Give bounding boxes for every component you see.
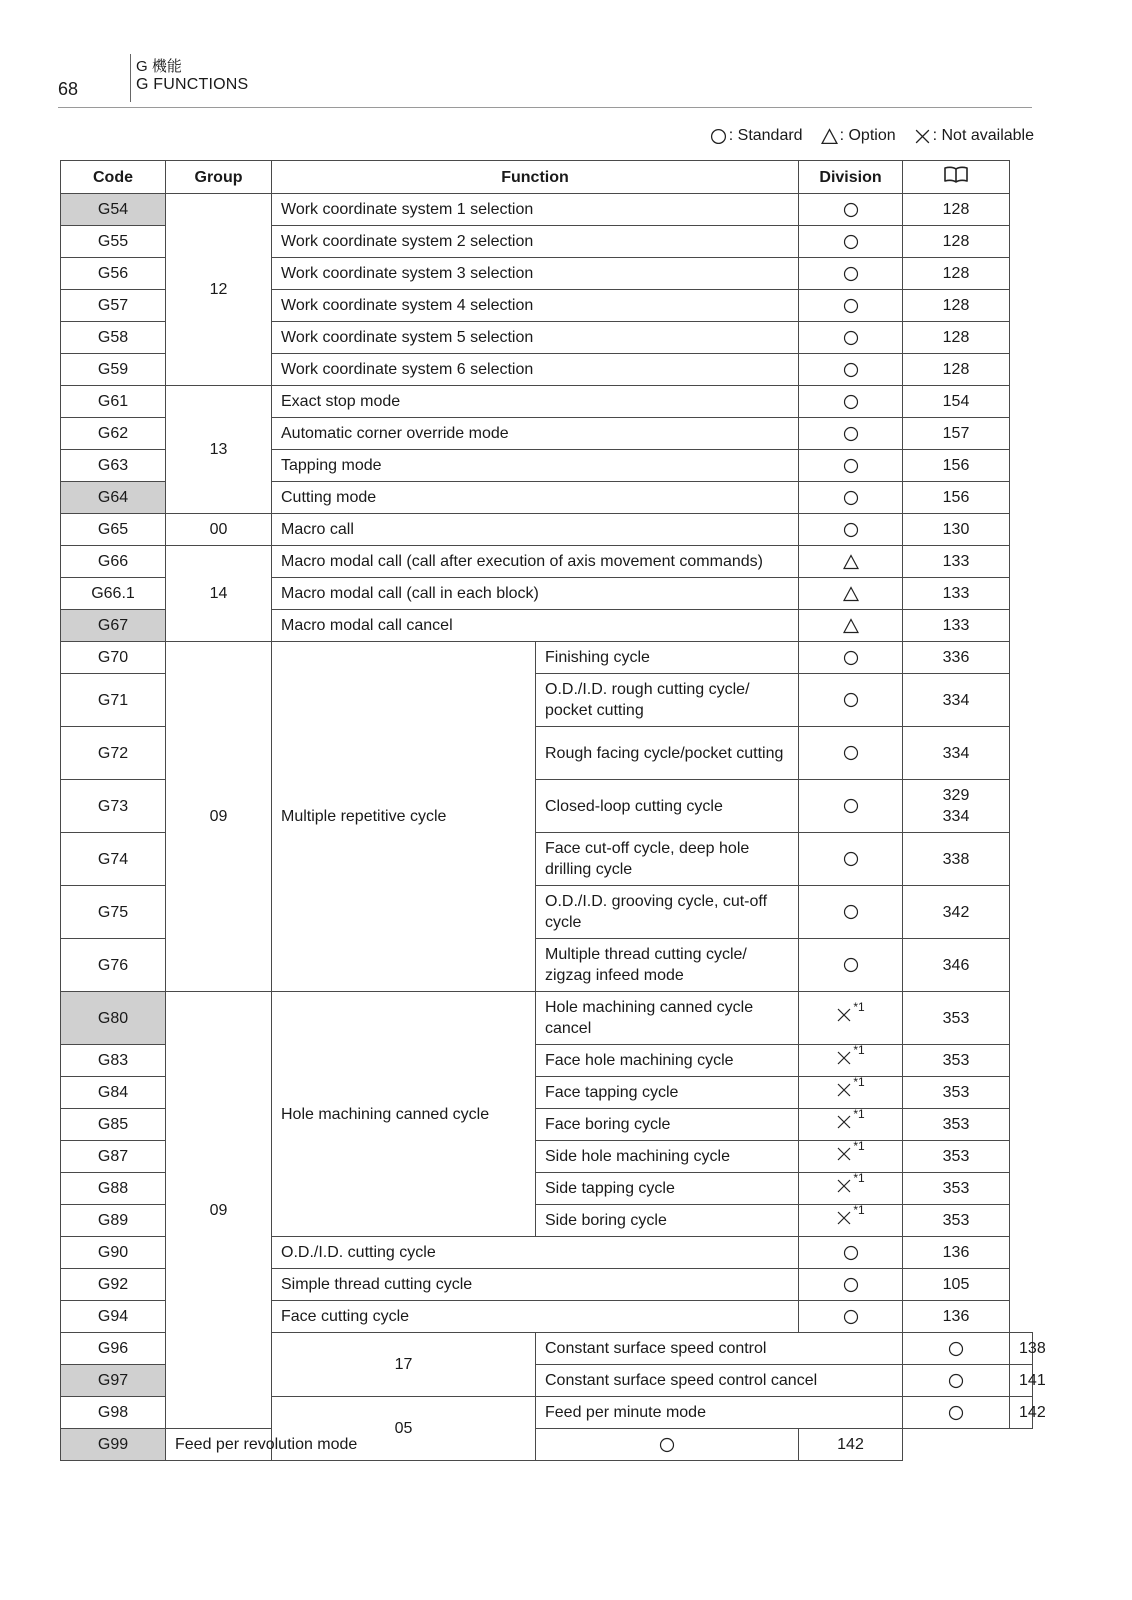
- footnote-mark: *1: [853, 1074, 865, 1089]
- circle-icon: [843, 650, 859, 666]
- division-cell: [799, 482, 903, 514]
- page-number: 68: [58, 79, 79, 99]
- page-cell: [903, 939, 1010, 992]
- division-cell: [799, 642, 903, 674]
- division-cell: [799, 939, 903, 992]
- legend-standard-label: : Standard: [728, 127, 803, 144]
- page-cell: [903, 833, 1010, 886]
- page-cell: [903, 1109, 1010, 1141]
- function-cell: Macro modal call cancel: [272, 610, 799, 642]
- code-cell: G90: [61, 1237, 166, 1269]
- circle-icon: [843, 1277, 859, 1293]
- circle-icon: [843, 522, 859, 538]
- book-icon: [943, 165, 969, 183]
- function-cell: Macro modal call (call after execution of axis movement commands): [272, 546, 799, 578]
- page-cell: [903, 780, 1010, 833]
- page-ref: 142: [837, 1436, 864, 1453]
- circle-icon: [843, 202, 859, 218]
- page-ref: 128: [942, 329, 970, 346]
- division-cell: [799, 1269, 903, 1301]
- group-cell: 12: [166, 194, 272, 386]
- footnote-mark: *1: [853, 1106, 865, 1121]
- code-cell: G85: [61, 1109, 166, 1141]
- cross-icon: [836, 1050, 852, 1066]
- page-cell: [903, 514, 1010, 546]
- function-cell: Macro modal call (call in each block): [272, 578, 799, 610]
- table-row: [61, 642, 1033, 674]
- function-cell: Cutting mode: [272, 482, 799, 514]
- division-cell: [799, 1301, 903, 1333]
- circle-icon: [843, 266, 859, 282]
- header-divider: [130, 54, 131, 102]
- division-cell: [799, 258, 903, 290]
- circle-icon: [843, 692, 859, 708]
- function-cell: Feed per minute mode: [536, 1397, 903, 1429]
- code-cell: G72: [61, 727, 166, 780]
- circle-icon: [948, 1373, 964, 1389]
- page-ref: 133: [942, 585, 970, 602]
- footnote-mark: *1: [853, 1170, 865, 1185]
- sub-function-cell: Side tapping cycle: [536, 1173, 799, 1205]
- page-cell: [903, 450, 1010, 482]
- table-row: [61, 992, 1033, 1045]
- function-cell: Work coordinate system 5 selection: [272, 322, 799, 354]
- page-ref: 141: [1019, 1372, 1046, 1389]
- code-cell: G75: [61, 886, 166, 939]
- header-function: Function: [272, 161, 799, 194]
- division-cell: [799, 226, 903, 258]
- circle-icon: [843, 904, 859, 920]
- circle-icon: [843, 234, 859, 250]
- division-cell: [799, 1138, 903, 1173]
- circle-icon: [710, 128, 727, 145]
- division-cell: [799, 1170, 903, 1205]
- page-cell: [903, 992, 1010, 1045]
- page-ref: 128: [942, 265, 970, 282]
- page-ref: 154: [942, 393, 970, 410]
- code-cell: G63: [61, 450, 166, 482]
- header-division: Division: [799, 161, 903, 194]
- code-cell: G80: [61, 992, 166, 1045]
- code-cell: G67: [61, 610, 166, 642]
- division-cell: [903, 1333, 1010, 1365]
- page-ref: 128: [942, 201, 970, 218]
- page-ref: 136: [942, 1244, 970, 1261]
- division-cell: [799, 727, 903, 780]
- cross-icon: [836, 1082, 852, 1098]
- triangle-icon: [843, 618, 859, 634]
- code-cell: G74: [61, 833, 166, 886]
- code-cell: G87: [61, 1141, 166, 1173]
- legend-option-label: : Option: [839, 127, 896, 144]
- page-ref: 353: [942, 1116, 970, 1133]
- code-cell: G59: [61, 354, 166, 386]
- triangle-icon: [843, 554, 859, 570]
- page-ref: 138: [1019, 1340, 1046, 1357]
- function-cell: Automatic corner override mode: [272, 418, 799, 450]
- code-cell: G76: [61, 939, 166, 992]
- circle-icon: [659, 1437, 675, 1453]
- sub-function-cell: Rough facing cycle/pocket cutting: [536, 727, 799, 780]
- division-cell: [799, 1202, 903, 1237]
- page-ref: 338: [942, 850, 970, 868]
- code-cell: G98: [61, 1397, 166, 1429]
- function-cell: Work coordinate system 1 selection: [272, 194, 799, 226]
- division-mark: [836, 1042, 865, 1066]
- circle-icon: [843, 851, 859, 867]
- page-cell: [799, 1429, 903, 1461]
- cross-icon: [914, 128, 931, 145]
- code-cell: G73: [61, 780, 166, 833]
- page-ref: 353: [942, 1212, 970, 1229]
- division-cell: [799, 450, 903, 482]
- code-cell: G62: [61, 418, 166, 450]
- page-ref: 342: [942, 903, 970, 921]
- table-header-row: [61, 161, 1033, 194]
- group-cell: 09: [166, 992, 272, 1429]
- code-cell: G92: [61, 1269, 166, 1301]
- code-cell: G88: [61, 1173, 166, 1205]
- division-cell: [799, 514, 903, 546]
- group-cell: 17: [272, 1333, 536, 1397]
- division-cell: [536, 1429, 799, 1461]
- function-cell: Simple thread cutting cycle: [272, 1269, 799, 1301]
- cross-icon: [836, 1178, 852, 1194]
- cross-icon: [836, 1210, 852, 1226]
- division-cell: [799, 610, 903, 642]
- circle-icon: [843, 362, 859, 378]
- circle-icon: [843, 458, 859, 474]
- cross-icon: [836, 1114, 852, 1130]
- circle-icon: [843, 330, 859, 346]
- legend-standard: [710, 127, 803, 145]
- code-cell: G65: [61, 514, 166, 546]
- function-cell: Work coordinate system 3 selection: [272, 258, 799, 290]
- circle-icon: [843, 1245, 859, 1261]
- page-ref: 353: [942, 1148, 970, 1165]
- footnote-mark: *1: [853, 1202, 865, 1217]
- page-ref: 156: [942, 457, 970, 474]
- table-body: [61, 194, 1046, 1461]
- page-cell: [903, 1077, 1010, 1109]
- function-cell: Work coordinate system 4 selection: [272, 290, 799, 322]
- triangle-icon: [821, 128, 838, 145]
- division-cell: [799, 1106, 903, 1141]
- code-cell: G83: [61, 1045, 166, 1077]
- code-cell: G58: [61, 322, 166, 354]
- page-ref: 130: [942, 521, 970, 538]
- function-cell: Hole machining canned cycle: [272, 992, 536, 1237]
- division-mark: [836, 1138, 865, 1162]
- page-cell: [903, 886, 1010, 939]
- division-cell: [799, 833, 903, 886]
- page-cell: [903, 194, 1010, 226]
- circle-icon: [843, 426, 859, 442]
- page-ref: 346: [942, 956, 970, 974]
- code-cell: G96: [61, 1333, 166, 1365]
- division-cell: [799, 290, 903, 322]
- group-cell: 14: [166, 546, 272, 642]
- page-cell: [903, 1269, 1010, 1301]
- circle-icon: [948, 1341, 964, 1357]
- function-cell: O.D./I.D. cutting cycle: [272, 1237, 799, 1269]
- page-ref: 128: [942, 297, 970, 314]
- page-ref: 128: [942, 361, 970, 378]
- division-cell: [799, 674, 903, 727]
- page-ref: 353: [942, 1180, 970, 1197]
- circle-icon: [843, 798, 859, 814]
- sub-function-cell: Face cut-off cycle, deep hole drilling cycle: [536, 833, 799, 886]
- page-cell: [903, 674, 1010, 727]
- group-cell: 09: [166, 642, 272, 992]
- circle-icon: [843, 957, 859, 973]
- group-cell: 05: [272, 1397, 536, 1461]
- page-cell: [903, 386, 1010, 418]
- page-ref: 142: [1019, 1404, 1046, 1421]
- page-ref: 336: [942, 649, 970, 666]
- function-cell: Work coordinate system 2 selection: [272, 226, 799, 258]
- section-title-jp: G 機能: [136, 58, 182, 75]
- code-cell: G56: [61, 258, 166, 290]
- page-ref: 133: [942, 553, 970, 570]
- division-mark: [836, 1074, 865, 1098]
- sub-function-cell: Multiple thread cutting cycle/ zigzag infeed mode: [536, 939, 799, 992]
- page-cell: [903, 322, 1010, 354]
- page-ref: 353: [942, 1052, 970, 1069]
- footnote-mark: *1: [853, 1000, 865, 1014]
- division-cell: [799, 992, 903, 1045]
- page-cell: [903, 610, 1010, 642]
- division-cell: [903, 1365, 1010, 1397]
- division-cell: [799, 578, 903, 610]
- page-cell: [903, 418, 1010, 450]
- division-cell: [799, 418, 903, 450]
- function-cell: Constant surface speed control: [536, 1333, 903, 1365]
- page-ref: 105: [942, 1276, 970, 1293]
- table-row: [61, 1429, 1033, 1461]
- sub-function-cell: Face boring cycle: [536, 1109, 799, 1141]
- page-cell: [903, 482, 1010, 514]
- code-cell: G64: [61, 482, 166, 514]
- page-ref: 353: [942, 1084, 970, 1101]
- section-title-en: G FUNCTIONS: [136, 76, 249, 93]
- function-cell: Face cutting cycle: [272, 1301, 799, 1333]
- division-cell: [903, 1397, 1010, 1429]
- header-group: Group: [166, 161, 272, 194]
- group-cell: 13: [166, 386, 272, 514]
- sub-function-cell: Side hole machining cycle: [536, 1141, 799, 1173]
- circle-icon: [843, 745, 859, 761]
- sub-function-cell: Face tapping cycle: [536, 1077, 799, 1109]
- page-ref: 128: [942, 233, 970, 250]
- page-cell: [903, 642, 1010, 674]
- division-cell: [799, 780, 903, 833]
- circle-icon: [843, 394, 859, 410]
- page-cell: [903, 1173, 1010, 1205]
- page-cell: [1010, 1397, 1046, 1429]
- page-ref: 329: [942, 787, 970, 804]
- table-row: [61, 546, 1033, 578]
- code-cell: G54: [61, 194, 166, 226]
- page-cell: [1010, 1365, 1046, 1397]
- code-cell: G55: [61, 226, 166, 258]
- circle-icon: [948, 1405, 964, 1421]
- division-cell: [799, 886, 903, 939]
- page-cell: [903, 578, 1010, 610]
- division-cell: [799, 546, 903, 578]
- circle-icon: [843, 490, 859, 506]
- division-cell: [799, 1237, 903, 1269]
- page-ref: 156: [942, 489, 970, 506]
- legend-not-available: [914, 127, 1034, 145]
- page-cell: [903, 1045, 1010, 1077]
- division-legend: [692, 127, 1034, 145]
- page-cell: [903, 354, 1010, 386]
- page-ref: 353: [942, 1009, 970, 1027]
- division-mark: [836, 1202, 865, 1226]
- page-cell: [903, 1141, 1010, 1173]
- sub-function-cell: O.D./I.D. grooving cycle, cut-off cycle: [536, 886, 799, 939]
- header-code: Code: [61, 161, 166, 194]
- cross-icon: [836, 1146, 852, 1162]
- page-cell: [903, 1237, 1010, 1269]
- page-cell: [903, 258, 1010, 290]
- page-cell: [1010, 1333, 1046, 1365]
- function-cell: Tapping mode: [272, 450, 799, 482]
- page-cell: [903, 727, 1010, 780]
- page-ref: 334: [942, 691, 970, 709]
- division-cell: [799, 354, 903, 386]
- code-cell: G70: [61, 642, 166, 674]
- code-cell: G97: [61, 1365, 166, 1397]
- table-row: [61, 386, 1033, 418]
- page-cell: [903, 546, 1010, 578]
- division-cell: [799, 1042, 903, 1077]
- function-cell: Macro call: [272, 514, 799, 546]
- division-cell: [799, 1074, 903, 1109]
- code-cell: G71: [61, 674, 166, 727]
- division-mark: [836, 1000, 865, 1023]
- division-cell: [799, 194, 903, 226]
- division-mark: [836, 1170, 865, 1194]
- page-cell: [903, 226, 1010, 258]
- sub-function-cell: Side boring cycle: [536, 1205, 799, 1237]
- circle-icon: [843, 1309, 859, 1325]
- header-rule: [58, 107, 1032, 108]
- legend-option: [821, 127, 896, 145]
- page-ref: 133: [942, 617, 970, 634]
- page-cell: [903, 1205, 1010, 1237]
- cross-icon: [836, 1007, 852, 1023]
- footnote-mark: *1: [853, 1042, 865, 1057]
- page-ref: 136: [942, 1308, 970, 1325]
- division-mark: [836, 1106, 865, 1130]
- table-row: [61, 194, 1033, 226]
- circle-icon: [843, 298, 859, 314]
- function-cell: Feed per revolution mode: [166, 1429, 536, 1461]
- code-cell: G99: [61, 1429, 166, 1461]
- g-functions-table: [60, 160, 1046, 1461]
- table-row: [61, 514, 1033, 546]
- page-cell: [903, 1301, 1010, 1333]
- sub-function-cell: O.D./I.D. rough cutting cycle/ pocket cutting: [536, 674, 799, 727]
- sub-function-cell: Hole machining canned cycle cancel: [536, 992, 799, 1045]
- division-cell: [799, 386, 903, 418]
- code-cell: G94: [61, 1301, 166, 1333]
- division-cell: [799, 322, 903, 354]
- function-cell: Multiple repetitive cycle: [272, 642, 536, 992]
- code-cell: G57: [61, 290, 166, 322]
- function-cell: Work coordinate system 6 selection: [272, 354, 799, 386]
- page-cell: [903, 290, 1010, 322]
- legend-not-available-label: : Not available: [932, 127, 1034, 144]
- function-cell: Exact stop mode: [272, 386, 799, 418]
- page-ref: 334: [942, 744, 970, 762]
- code-cell: G61: [61, 386, 166, 418]
- triangle-icon: [843, 586, 859, 602]
- code-cell: G66: [61, 546, 166, 578]
- group-cell: 00: [166, 514, 272, 546]
- footnote-mark: *1: [853, 1138, 865, 1153]
- function-cell: Constant surface speed control cancel: [536, 1365, 903, 1397]
- page-ref: 334: [942, 808, 970, 825]
- sub-function-cell: Face hole machining cycle: [536, 1045, 799, 1077]
- code-cell: G84: [61, 1077, 166, 1109]
- header-reference: [903, 161, 1010, 194]
- sub-function-cell: Closed-loop cutting cycle: [536, 780, 799, 833]
- sub-function-cell: Finishing cycle: [536, 642, 799, 674]
- code-cell: G89: [61, 1205, 166, 1237]
- code-cell: G66.1: [61, 578, 166, 610]
- page-ref: 157: [942, 425, 970, 442]
